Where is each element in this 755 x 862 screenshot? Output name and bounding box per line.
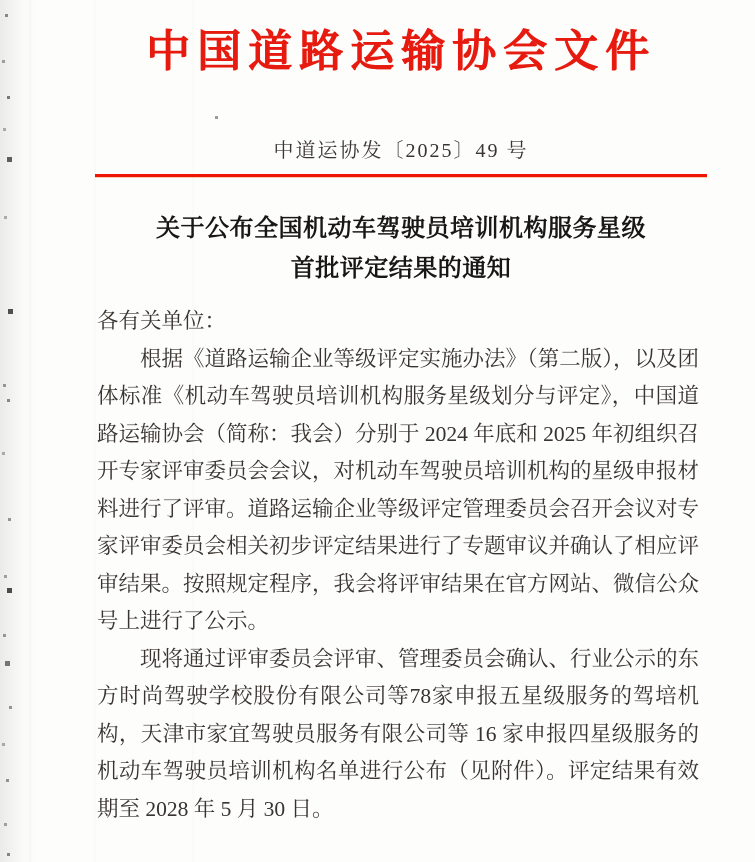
document-number: 中道运协发〔2025〕49 号: [273, 140, 529, 162]
red-separator-line: [95, 174, 707, 177]
body-paragraph: 根据《道路运输企业等级评定实施办法》（第二版），以及团体标准《机动车驾驶员培训机构服务星级划分与评定》，中国道路运输协会（简称：我会）分别于 2024 年底和 2025 年初组织召开专家评审委员会会议，对机动车驾驶员培训机构的星级申报材料进行了评审。道路运输企业等级评定管理委员会召开会议对专家评审委员会相关初步评定结果进行了专题审议并确认了相应评审结果。按照规定程序，我会将评审结果在官方网站、微信公众号上进行了公示。: [97, 346, 700, 633]
body-paragraph: 现将通过评审委员会评审、管理委员会确认、行业公示的东方时尚驾驶学校股份有限公司等78家申报五星级服务的驾培机构，天津市家宜驾驶员服务有限公司等 16 家申报四星级服务的机动车驾驶员培训机构名单进行公布（见附件）。评定结果有效期至 2028 年 5 月 30 日。: [97, 646, 700, 821]
document-title-line2: 首批评定结果的通知: [290, 256, 512, 282]
document-title-line1: 关于公布全国机动车驾驶员培训机构服务星级: [156, 216, 646, 242]
scan-edge-artifacts: [0, 0, 3, 3]
salutation: 各有关单位：: [97, 309, 227, 333]
document-title: [95, 209, 707, 289]
document-header-title: 中国道路运输协会文件: [146, 27, 656, 76]
document-body: [97, 303, 699, 828]
